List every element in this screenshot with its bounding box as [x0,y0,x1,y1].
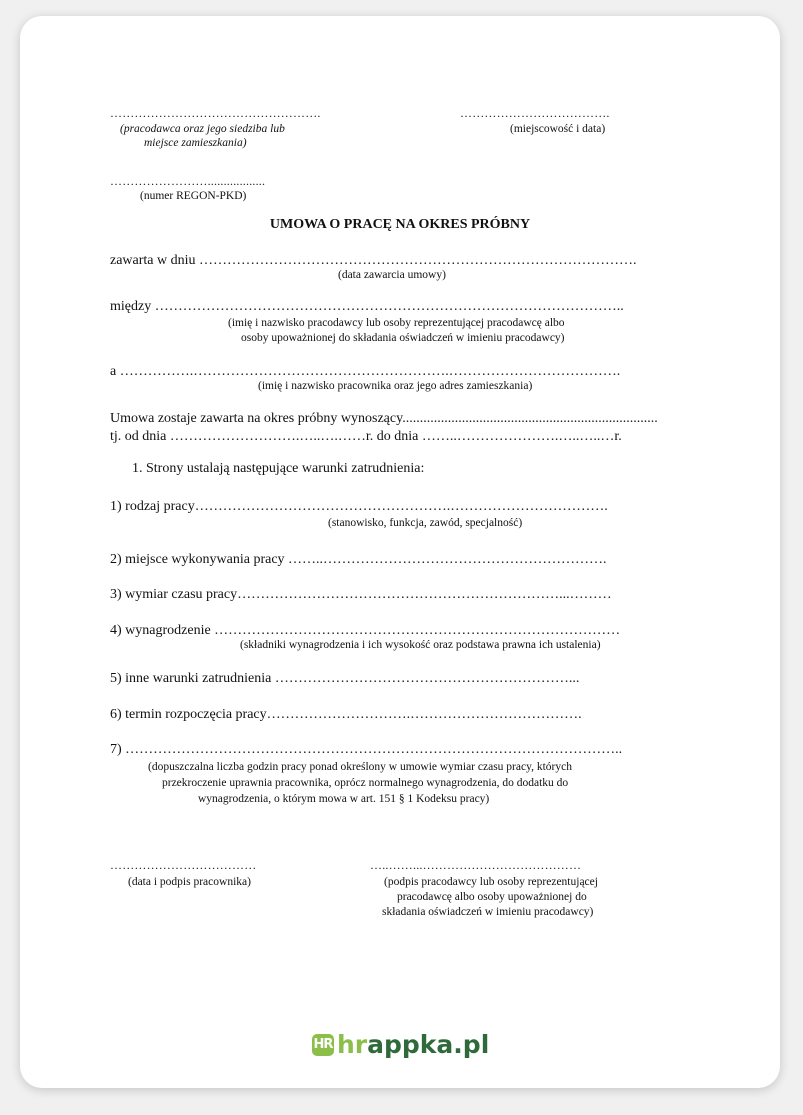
document-title: UMOWA O PRACĘ NA OKRES PRÓBNY [269,217,531,232]
condition-overtime-caption-2: przekroczenie uprawnia pracownika, oprócz normalnego wynagrodzenia, do dodatku do [162,777,569,789]
condition-place-of-work: 2) miejsce wykonywania pracy ……..……………………………………………………. [110,552,607,567]
place-date-caption: (miejscowość i data) [510,123,606,135]
and-line: a …………….……………………………………………….………………………………. [110,364,621,379]
condition-start-date: 6) termin rozpoczęcia pracy………………………….………………………………. [110,707,582,722]
between-caption-1: (imię i nazwisko pracodawcy lub osoby reprezentującej pracodawcę albo [228,317,565,329]
employer-signature-caption-1: (podpis pracodawcy lub osoby reprezentującej [384,876,598,888]
employer-caption-2: miejsce zamieszkania) [144,137,247,149]
between-caption-2: osoby upoważnionej do składania oświadczeń w imieniu pracodawcy) [241,332,565,344]
between-line: między ……………………………………………………………………………………….. [110,299,624,314]
employer-signature-caption-2: pracodawcę albo osoby upoważnionej do [397,891,587,903]
logo-text-appka: appka.pl [367,1030,490,1059]
employee-signature-caption: (data i podpis pracownika) [128,876,251,888]
condition-other: 5) inne warunki zatrudnienia ………………………………………………………... [110,671,580,686]
employer-signature-dots: …..……...………………………………… [370,858,582,872]
employer-dots: ……………………………………………. [110,106,321,120]
condition-type-of-work: 1) rodzaj pracy……………………………………………….……………………………. [110,499,608,514]
document-page [20,16,780,1088]
regon-dots: …………………….................. [110,174,266,188]
employer-signature-caption-3: składania oświadczeń w imieniu pracodawcy) [382,906,594,918]
employer-caption-1: (pracodawca oraz jego siedziba lub [120,123,285,135]
condition-overtime-caption-3: wynagrodzenia, o którym mowa w art. 151 § 1 Kodeksu pracy) [198,793,490,805]
hrappka-logo-icon: HR [312,1034,334,1056]
place-date-dots: ………………………………. [460,106,610,120]
condition-salary-caption: (składniki wynagrodzenia i ich wysokość oraz podstawa prawna ich ustalenia) [240,639,601,651]
condition-salary: 4) wynagrodzenie …………………………………………………………………………… [110,623,621,638]
employee-signature-dots: ……………………………… [110,858,257,872]
condition-overtime-caption-1: (dopuszczalna liczba godzin pracy ponad określony w umowie wymiar czasu pracy, których [148,761,572,773]
and-caption: (imię i nazwisko pracownika oraz jego adres zamieszkania) [258,380,533,392]
concluded-on-line: zawarta w dniu …………………………………………………………………………………. [110,253,637,268]
logo-text-hr: hr [337,1030,368,1059]
hrappka-logo [312,1030,489,1059]
condition-working-time: 3) wymiar czasu pracy……………………………………………………………...……… [110,587,612,602]
conditions-intro: 1. Strony ustalają następujące warunki zatrudnienia: [132,461,425,476]
trial-period-line: Umowa zostaje zawarta na okres próbny wynoszący......................................................................... [110,411,658,426]
condition-type-of-work-caption: (stanowisko, funkcja, zawód, specjalność) [328,517,523,529]
trial-dates-line: tj. od dnia ……………………….…..….……r. do dnia ……..………………….…..…..…r. [110,429,622,444]
regon-caption: (numer REGON-PKD) [140,190,247,202]
condition-overtime: 7) …………………………………………………………………………………………….. [110,742,623,757]
concluded-on-caption: (data zawarcia umowy) [338,269,446,281]
